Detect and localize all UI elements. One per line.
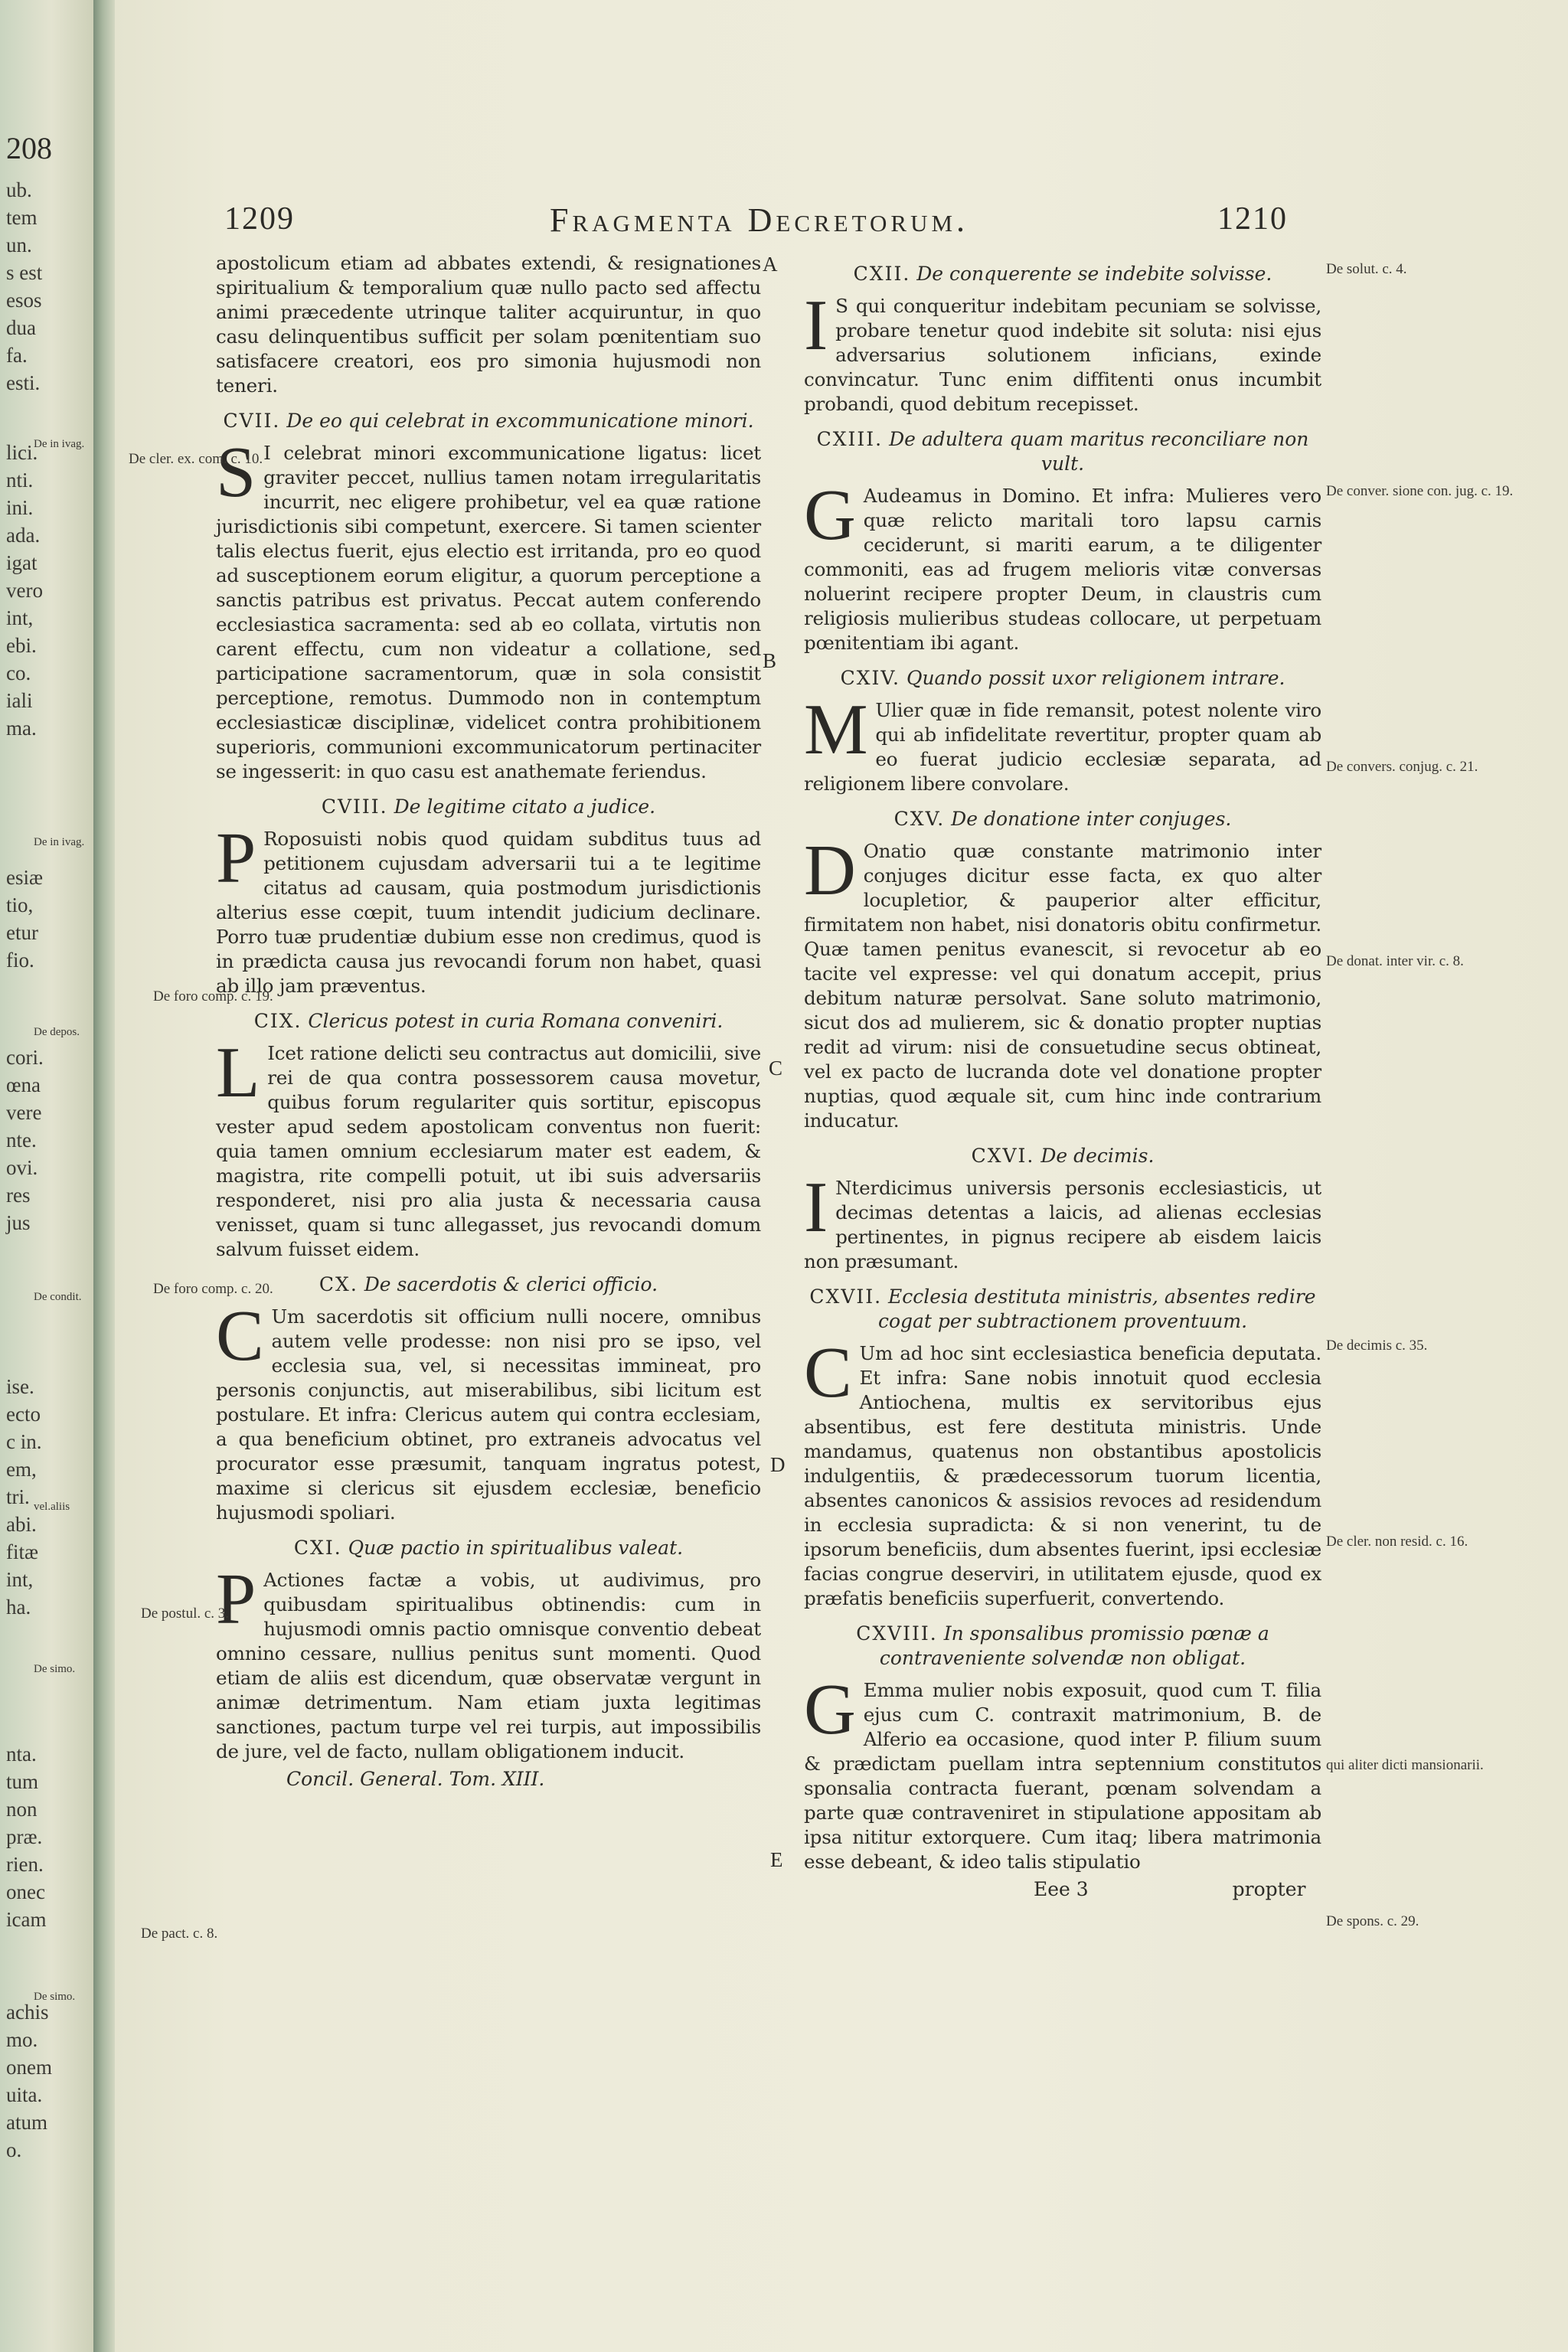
catchword: propter bbox=[1232, 1878, 1306, 1900]
section-number: CX. bbox=[318, 1273, 358, 1295]
previous-page-text-fragment: dua bbox=[6, 316, 36, 339]
previous-page-text-fragment: tum bbox=[6, 1770, 39, 1793]
section-body: Icet ratione delicti seu contractus aut domicilii, sive rei de qua contra possessorem causa movetur, quibus forum regulariter quis sortitur, episcopus vester apud sedem apostolicam conventus non fuerit: quia tamen omnium ecclesiarum mater est eadem, & magistra, rite compelli potuit, ut ibi suis adversariis responderet, nisi pro alia justa & necessaria causa venisset, quam si tunc allegasset, jus revocandi domum salvum fuisset eidem. bbox=[216, 1042, 761, 1260]
section-heading bbox=[216, 409, 761, 433]
left-margin-note-3: De foro comp. c. 20. bbox=[153, 1281, 273, 1297]
margin-letter-e: E bbox=[770, 1848, 783, 1871]
section-heading bbox=[804, 427, 1321, 476]
section-title: Ecclesia destituta ministris, absentes redire cogat per subtractionem proventuum. bbox=[877, 1285, 1316, 1332]
section-title: Quando possit uxor religionem intrare. bbox=[906, 667, 1285, 689]
previous-page-text-fragment: res bbox=[6, 1184, 31, 1207]
page-number-left: 1209 bbox=[224, 201, 295, 237]
section-body: I celebrat minori excommunicatione ligatus: licet graviter peccet, nullius tamen notam irregularitatis incurrit, nec eligere prohibetur, vel ea quæ ratione jurisdictionis sibi competunt, exercere. Si tamen scienter talis electus fuerit, ejus electio est irritanda, pro eo quod ad susceptionem eorum eligitur, a quorum perceptione a sanctis patribus est privatus. Peccat autem conferendo ecclesiastica sacramenta: sed ab eo collata, virtutis non carent effectu, cum non videatur a collatione, sed participatione sacramentorum, quæ in sola consistit perceptione, remotus. Dummodo non in contemptum ecclesiasticæ disciplinæ, videlicet contra prohibitionem superioris, communioni excommunicatorum pertinaciter se ingesserit: in quo casu est anathemate feriendus. bbox=[216, 442, 761, 782]
previous-page-text-fragment: ise. bbox=[6, 1375, 34, 1398]
drop-cap-initial: I bbox=[804, 1168, 828, 1247]
previous-page-text-fragment: ha. bbox=[6, 1596, 31, 1619]
section-text bbox=[216, 818, 761, 998]
section-body: Roposuisti nobis quod quidam subditus tuus ad petitionem cujusdam adversarii tui a te legitime citatus ad causam, quia postmodum jurisdictionis alterius esse cœpit, tuum intendit judicium declinare. Porro tuæ prudentiæ dubium esse non credimus, quod is in prædicta causa jus revocandi forum non habet, quasi ab illo jam præventus. bbox=[216, 828, 761, 997]
section-heading bbox=[216, 795, 761, 819]
section-text bbox=[804, 1670, 1321, 1874]
section-body: S qui conqueritur indebitam pecuniam se solvisse, probare tenetur quod indebite sit soluta: nisi ejus adversarius solutionem inficians, exinde convincatur. Tunc enim diffitenti onus incumbit probandi, quod debitum recepisset. bbox=[804, 295, 1321, 415]
previous-page-text-fragment: onec bbox=[6, 1880, 45, 1903]
decree-section bbox=[804, 666, 1321, 796]
previous-page-text-fragment: un. bbox=[6, 234, 32, 256]
drop-cap-initial: D bbox=[804, 831, 856, 910]
drop-cap-initial: C bbox=[804, 1333, 852, 1413]
previous-page-text-fragment: uita. bbox=[6, 2083, 43, 2106]
drop-cap-initial: M bbox=[804, 690, 868, 769]
signature-mark: Eee 3 bbox=[1034, 1878, 1089, 1900]
previous-page-text-fragment: achis bbox=[6, 2001, 49, 2024]
previous-page-text-fragment: esos bbox=[6, 289, 42, 312]
section-title: De legitime citato a judice. bbox=[394, 795, 656, 818]
previous-page-text-fragment: em, bbox=[6, 1458, 37, 1481]
page-number-right: 1210 bbox=[1217, 201, 1288, 237]
decree-section bbox=[216, 1536, 761, 1764]
section-text bbox=[216, 1033, 761, 1262]
section-number: CXVIII. bbox=[856, 1622, 938, 1645]
previous-page-text-fragment: igat bbox=[6, 551, 38, 574]
right-margin-note-5: De decimis c. 35. bbox=[1326, 1338, 1428, 1354]
section-number: CXIII. bbox=[816, 428, 884, 450]
previous-page-text-fragment: ini. bbox=[6, 496, 34, 519]
decree-section bbox=[804, 1144, 1321, 1274]
previous-page-text-fragment: int, bbox=[6, 606, 34, 629]
drop-cap-initial: P bbox=[216, 818, 256, 898]
decree-section bbox=[804, 427, 1321, 655]
previous-page-text-fragment: esti. bbox=[6, 371, 41, 394]
section-heading bbox=[216, 1536, 761, 1560]
previous-page-margin-note: vel.aliis bbox=[34, 1501, 70, 1513]
decree-section bbox=[804, 807, 1321, 1133]
previous-page-text-fragment: ebi. bbox=[6, 634, 37, 657]
section-body: Emma mulier nobis exposuit, quod cum T. filia ejus cum C. contraxit matrimonium, B. de Alferio ea occasione, quod inter P. filium suum & prædictam puellam intra septennium constitutos sponsalia contracta fuerant, pœnam solvendam a parte quæ contraveniret in stipulatione appositam ab ipsa nititur extorquere. Cum itaq; libera matrimonia esse debeant, & ideo talis stipulatio bbox=[804, 1679, 1321, 1873]
section-title: Quæ pactio in spiritualibus valeat. bbox=[348, 1537, 684, 1559]
previous-page-text-fragment: esiæ bbox=[6, 866, 44, 889]
intro-paragraph: apostolicum etiam ad abbates extendi, & resignationes spiritualium & temporalium quæ nullo pacto sed affectu animi præcedente utrinque taliter acquiruntur, in quo casu delinquentibus sufficit per solam pœnitentiam suo satisfacere creatori, eos pro simonia hujusmodi non teneri. bbox=[216, 252, 761, 397]
running-title: Fragmenta Decretorum. bbox=[550, 201, 969, 239]
decree-section bbox=[216, 409, 761, 784]
left-margin-note-1: De cler. ex. com. c. 10. bbox=[129, 451, 263, 467]
previous-page-margin-note: De simo. bbox=[34, 1991, 76, 2003]
margin-letter-c: C bbox=[769, 1057, 783, 1080]
previous-page-text-fragment: cori. bbox=[6, 1046, 44, 1069]
left-column bbox=[216, 251, 761, 1792]
section-body: Audeamus in Domino. Et infra: Mulieres vero quæ relicto maritali toro lapsu carnis ceciderunt, si mariti earum, a te diligenter commoniti, eas ad frugem melioris vitæ conversas noluerint recipere propter Deum, in claustris cum religiosis mulieribus studeas collocare, ut perpetuam pœnitentiam ibi agant. bbox=[804, 485, 1321, 654]
section-body: Actiones factæ a vobis, ut audivimus, pro quibusdam spiritualibus obtinendis: cum in hujusmodi omnis pactio omnisque conventio debeat omnino cessare, nullius penitus sunt momenti. Quod etiam de aliis est dicendum, quæ observatæ vergunt in animæ detrimentum. Nam etiam juxta legitimas sanctiones, pactum turpe vel rei turpis, aut impossibilis de jure, vel de facto, nullam obligationem inducit. bbox=[216, 1569, 761, 1762]
section-heading bbox=[804, 807, 1321, 831]
previous-page-text-fragment: jus bbox=[6, 1211, 31, 1234]
drop-cap-initial: L bbox=[216, 1033, 260, 1112]
previous-page-text-fragment: præ. bbox=[6, 1825, 43, 1848]
section-number: CXVI. bbox=[971, 1145, 1035, 1167]
section-body: Ulier quæ in fide remansit, potest nolente viro qui ab infidelitate revertitur, propter quam ab eo fuerat judicio ecclesiæ separata, ad religionem libere convolare. bbox=[804, 699, 1321, 795]
margin-letter-d: D bbox=[770, 1453, 786, 1476]
section-body: Um sacerdotis sit officium nulli nocere, omnibus autem velle prodesse: non nisi pro se ipso, vel ecclesia sua, vel, si necessitas immineat, pro personis conjunctis, aut miserabilibus, sibi licitum est postulare. Et infra: Clericus autem qui contra ecclesiam, a qua beneficium obtinet, pro extraneis advocatus vel procurator esse præsumit, tanquam ingratus potest, maxime si clericus sit ejusdem ecclesiæ, beneficio hujusmodi spoliari. bbox=[216, 1305, 761, 1524]
page-header bbox=[0, 201, 1568, 247]
decree-section bbox=[216, 795, 761, 998]
signature-line bbox=[804, 1877, 1321, 1902]
right-margin-note-4: De donat. inter vir. c. 8. bbox=[1326, 953, 1464, 969]
left-margin-note-5: De pact. c. 8. bbox=[141, 1926, 218, 1942]
section-title: Clericus potest in curia Romana conveniri. bbox=[308, 1010, 724, 1032]
left-margin-note-4: De postul. c. 3. bbox=[141, 1606, 230, 1622]
drop-cap-initial: S bbox=[216, 433, 256, 512]
previous-page-text-fragment: lici. bbox=[6, 441, 38, 464]
previous-page-text-fragment: iali bbox=[6, 689, 33, 712]
section-text bbox=[216, 1296, 761, 1525]
section-number: CXV. bbox=[893, 808, 946, 830]
section-heading bbox=[804, 666, 1321, 691]
section-number: CXII. bbox=[853, 263, 911, 285]
previous-page-text-fragment: int, bbox=[6, 1568, 34, 1591]
section-text bbox=[804, 286, 1321, 416]
previous-page-text-fragment: tri. bbox=[6, 1485, 30, 1508]
decree-section bbox=[804, 1622, 1321, 1874]
section-number: CXIV. bbox=[840, 667, 900, 689]
drop-cap-initial: I bbox=[804, 286, 828, 365]
decree-section bbox=[216, 1009, 761, 1262]
section-number: CXVII. bbox=[809, 1285, 883, 1308]
previous-page-text-fragment: nti. bbox=[6, 469, 34, 492]
right-margin-note-7: qui aliter dicti mansionarii. bbox=[1326, 1757, 1484, 1773]
previous-page-text-fragment: nte. bbox=[6, 1129, 37, 1152]
section-heading bbox=[216, 1272, 761, 1297]
previous-page-edge bbox=[0, 0, 93, 2352]
section-heading bbox=[804, 1622, 1321, 1671]
previous-page-text-fragment: icam bbox=[6, 1908, 47, 1931]
section-number: CIX. bbox=[253, 1010, 302, 1032]
previous-page-text-fragment: ovi. bbox=[6, 1156, 38, 1179]
section-text bbox=[804, 475, 1321, 655]
section-text bbox=[216, 433, 761, 784]
previous-page-text-fragment: nta. bbox=[6, 1743, 37, 1766]
previous-page-text-fragment: non bbox=[6, 1798, 38, 1821]
section-title: De decimis. bbox=[1040, 1145, 1155, 1167]
right-margin-note-6: De cler. non resid. c. 16. bbox=[1326, 1534, 1468, 1550]
section-body: Onatio quæ constante matrimonio inter conjuges dicitur esse facta, ex quo alter locupletior, & pauperior alter efficitur, firmitatem non habet, nisi donatoris obitu confirmetur. Quæ tamen penitus evanescit, si revocetur ab eo tacite vel expresse: vel qui donatum accepit, prius debitum naturæ persolvat. Sane soluto matrimonio, sicut dos ad mulierem, sic & donatio propter nuptias redit ad virum: nisi de consuetudine secus obtineat, vel ex pacto de lucranda dote vel donatione propter nuptias, quod æquale sit, cum hinc inde contrarium inducatur. bbox=[804, 840, 1321, 1132]
previous-page-text-fragment: s est bbox=[6, 261, 43, 284]
previous-page-text-fragment: fitæ bbox=[6, 1540, 39, 1563]
section-number: CVIII. bbox=[321, 795, 388, 818]
drop-cap-initial: G bbox=[804, 1670, 856, 1749]
decree-section bbox=[216, 1272, 761, 1525]
section-heading bbox=[216, 1009, 761, 1034]
section-number: CVII. bbox=[223, 410, 281, 432]
section-heading bbox=[804, 1285, 1321, 1334]
previous-page-text-fragment: vere bbox=[6, 1101, 42, 1124]
previous-page-text-fragment: o. bbox=[6, 2138, 22, 2161]
right-sections bbox=[804, 262, 1321, 1874]
previous-page-text-fragment: c in. bbox=[6, 1430, 42, 1453]
previous-page-text-fragment: ecto bbox=[6, 1403, 41, 1426]
previous-page-margin-note: De simo. bbox=[34, 1663, 76, 1675]
book-gutter bbox=[93, 0, 116, 2352]
decree-section bbox=[804, 1285, 1321, 1611]
section-text bbox=[804, 690, 1321, 796]
previous-page-margin-note: De in ivag. bbox=[34, 438, 85, 450]
section-title: De conquerente se indebite solvisse. bbox=[916, 263, 1272, 285]
section-title: In sponsalibus promissio pœnæ a contraveniente solvendæ non obligat. bbox=[879, 1622, 1269, 1669]
previous-page-text-fragment: ma. bbox=[6, 717, 37, 740]
section-text bbox=[804, 1333, 1321, 1611]
decree-section bbox=[804, 262, 1321, 416]
previous-page-text-fragment: rien. bbox=[6, 1853, 44, 1876]
previous-page-margin-note: De in ivag. bbox=[34, 836, 85, 848]
section-heading bbox=[804, 262, 1321, 286]
right-margin-note-2: De conver. sione con. jug. c. 19. bbox=[1326, 483, 1514, 499]
left-sections bbox=[216, 409, 761, 1764]
previous-page-text-fragment: atum bbox=[6, 2111, 47, 2134]
right-margin-note-3: De convers. conjug. c. 21. bbox=[1326, 759, 1478, 775]
previous-page-text-fragment: ada. bbox=[6, 524, 41, 547]
previous-page-margin-note: De depos. bbox=[34, 1026, 80, 1038]
right-column bbox=[804, 251, 1321, 1902]
section-body: Um ad hoc sint ecclesiastica beneficia deputata. Et infra: Sane nobis innotuit quod ecclesia Antiochena, multis ex servitoribus ejus absentibus, est fere destituta ministris. Unde mandamus, quatenus non obstantibus apostolicis indulgentiis, & prædecessorum tuorum licentia, absentes canonicos & assisios revoces ad residendum in ecclesia supradicta: & si non venerint, tu de ipsorum beneficiis, dum absentes fuerint, ipsi ecclesiæ facias congrue deserviri, in utilitatem ejusde, quod ex præfatis beneficiis superfuerit, convertendo. bbox=[804, 1342, 1321, 1609]
previous-page-number: 208 bbox=[6, 131, 52, 165]
section-title: De adultera quam maritus reconciliare non vult. bbox=[889, 428, 1309, 475]
drop-cap-initial: P bbox=[216, 1560, 256, 1639]
previous-page-text-fragment: mo. bbox=[6, 2028, 38, 2051]
previous-page-text-fragment: etur bbox=[6, 921, 38, 944]
previous-page-text-fragment: ub. bbox=[6, 178, 32, 201]
section-heading bbox=[804, 1144, 1321, 1168]
drop-cap-initial: C bbox=[216, 1296, 264, 1376]
previous-page-text-fragment: co. bbox=[6, 662, 31, 684]
left-margin-note-2: De foro comp. c. 19. bbox=[153, 988, 273, 1004]
previous-page-text-fragment: tem bbox=[6, 206, 38, 229]
previous-page-text-fragment: onem bbox=[6, 2056, 52, 2079]
previous-page-text-fragment: vero bbox=[6, 579, 43, 602]
section-title: De donatione inter conjuges. bbox=[951, 808, 1232, 830]
section-text bbox=[216, 1560, 761, 1764]
section-title: De sacerdotis & clerici officio. bbox=[364, 1273, 658, 1295]
section-body: Nterdicimus universis personis ecclesiasticis, ut decimas detentas a laicis, ad alienas ecclesias pertinentes, in pignus recipere ab eisdem laicis non præsumant. bbox=[804, 1177, 1321, 1272]
section-text bbox=[804, 1168, 1321, 1274]
previous-page-margin-note: De condit. bbox=[34, 1291, 82, 1303]
section-text bbox=[804, 831, 1321, 1133]
margin-letter-a: A bbox=[763, 253, 778, 276]
drop-cap-initial: G bbox=[804, 475, 856, 555]
previous-page-text-fragment: abi. bbox=[6, 1513, 37, 1536]
previous-page-text-fragment: fio. bbox=[6, 949, 34, 972]
right-margin-note-1: De solut. c. 4. bbox=[1326, 261, 1407, 277]
right-margin-note-8: De spons. c. 29. bbox=[1326, 1913, 1419, 1929]
previous-page-text-fragment: fa. bbox=[6, 344, 28, 367]
previous-page-text-fragment: œna bbox=[6, 1073, 41, 1096]
citation: Concil. General. Tom. XIII. bbox=[286, 1768, 545, 1790]
section-title: De eo qui celebrat in excommunicatione minori. bbox=[286, 410, 754, 432]
previous-page-text-fragment: tio, bbox=[6, 893, 34, 916]
margin-letter-b: B bbox=[763, 649, 777, 672]
section-number: CXI. bbox=[293, 1537, 342, 1559]
